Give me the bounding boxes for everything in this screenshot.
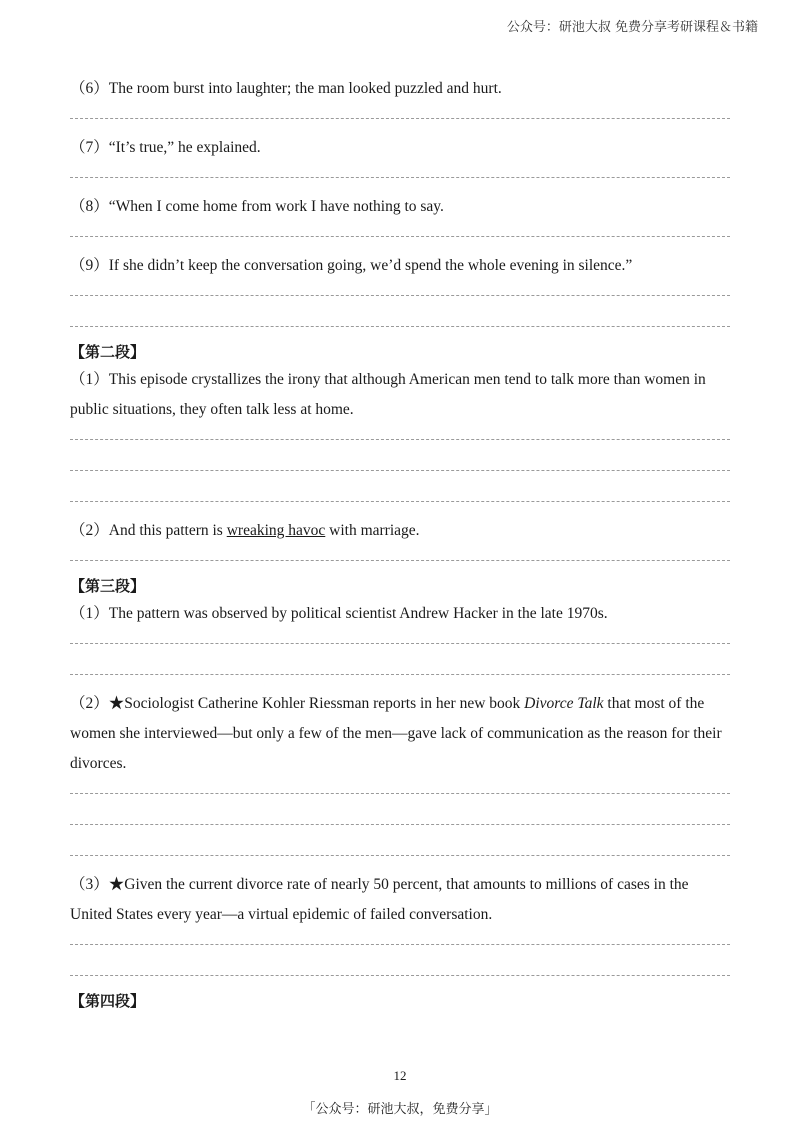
sentence-2-2 — [70, 516, 730, 546]
answer-line — [70, 793, 730, 794]
answer-line — [70, 501, 730, 502]
answer-line — [70, 855, 730, 856]
answer-lines — [70, 793, 730, 856]
sentence-2-1: （1）This episode crystallizes the irony that although American men tend to talk more than women in public situations, they often talk less at home. — [70, 371, 706, 418]
sentence-3-3: （3）★Given the current divorce rate of nearly 50 percent, that amounts to millions of cases in the United States every year—a virtual epidemic of failed conversation. — [70, 876, 689, 923]
answer-line — [70, 824, 730, 825]
answer-line — [70, 326, 730, 327]
answer-lines — [70, 944, 730, 976]
answer-lines — [70, 118, 730, 119]
section-label-3: 【第三段】 — [70, 577, 146, 595]
answer-line — [70, 118, 730, 119]
answer-line — [70, 177, 730, 178]
sentence-1-7: （7）“It’s true,” he explained. — [70, 139, 261, 156]
answer-line — [70, 560, 730, 561]
section-label-4: 【第四段】 — [70, 992, 146, 1010]
section-label-2: 【第二段】 — [70, 343, 146, 361]
answer-lines — [70, 560, 730, 561]
sentence-1-6: （6）The room burst into laughter; the man looked puzzled and hurt. — [70, 80, 502, 97]
answer-line — [70, 470, 730, 471]
footer-note: 「公众号：研池大叔，免费分享」 — [302, 1102, 498, 1117]
answer-lines — [70, 236, 730, 237]
page-content — [70, 74, 730, 1014]
answer-line — [70, 944, 730, 945]
answer-lines — [70, 439, 730, 502]
answer-line — [70, 643, 730, 644]
page-number: 12 — [393, 1068, 407, 1083]
sentence-3-2 — [70, 689, 730, 779]
sentence-1-9: （9）If she didn’t keep the conversation going, we’d spend the whole evening in silence.” — [70, 257, 633, 274]
sentence-2-2-text: （2）And this pattern is — [70, 522, 227, 539]
sentence-3-1: （1）The pattern was observed by political scientist Andrew Hacker in the late 1970s. — [70, 605, 608, 622]
underlined-phrase: wreaking havoc — [226, 522, 326, 539]
answer-lines — [70, 295, 730, 327]
header-note: 公众号：研池大叔 免费分享考研课程＆书籍 — [506, 20, 758, 35]
answer-lines — [70, 643, 730, 675]
sentence-1-8: （8）“When I come home from work I have nothing to say. — [70, 198, 444, 215]
answer-line — [70, 439, 730, 440]
book-title: Divorce Talk — [524, 695, 604, 712]
answer-line — [70, 295, 730, 296]
sentence-2-2-text-end: with marriage. — [325, 522, 420, 539]
sentence-3-2-text-end: that most of the women she interviewed—but only a few of the men—gave lack of communication as the reason for their divorces. — [70, 695, 722, 772]
answer-line — [70, 975, 730, 976]
answer-lines — [70, 177, 730, 178]
answer-line — [70, 236, 730, 237]
answer-line — [70, 674, 730, 675]
sentence-3-2-text: （2）★Sociologist Catherine Kohler Riessman reports in her new book — [70, 695, 525, 712]
